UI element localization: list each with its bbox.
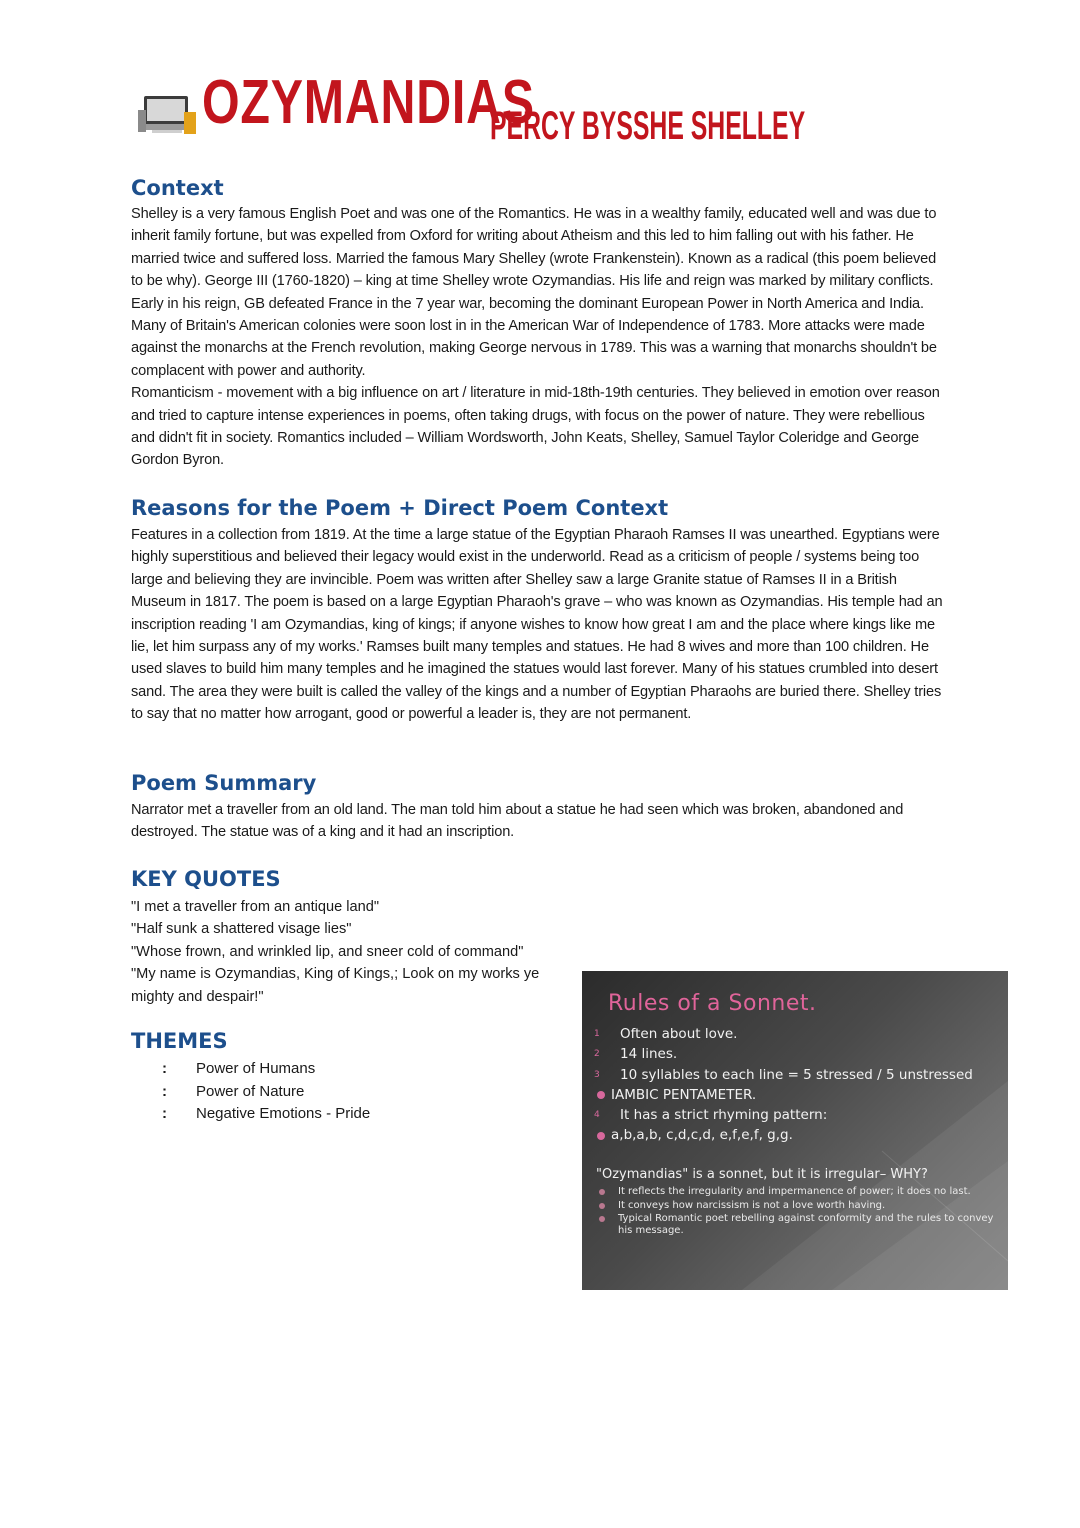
bullet-icon: : (162, 1105, 167, 1123)
author-name: PERCY BYSSHE SHELLEY (490, 104, 806, 148)
reasons-paragraph: Features in a collection from 1819. At the time a large statue of the Egyptian Pharaoh Ramses II was unearthed. Egyptians were highly superstitious and believed their legacy would exist in the underworld. Read as a criticism of people / systems being too large and believing they are invincible. Poem was written after Shelley saw a large Granite statue of Ramses II in a British Museum in 1817. The poem is based on a large Egyptian Pharaoh's grave – who was known as Ozymandias. His temple had an inscription reading 'I am Ozymandias, king of kings; if anyone wishes to know how great I am and the place where kings like me lie, let him surpass any of my works.' Ramses built many temples and statues. He had 8 wives and more than 100 children. He used slaves to build him many temples and he imagined the statues would last forever. Many of his statues crumbled into desert sand. The area they were built is called the valley of the kings and a number of Egyptian Pharaohs are buried there. Shelley tries to say that no matter how arrogant, good or powerful a leader is, they are not permanent. (131, 527, 943, 723)
irregular-reasons-list (592, 1186, 1002, 1238)
bullet-dot-icon (599, 1203, 605, 1209)
reason-item: It conveys how narcissism is not a love worth having. (592, 1200, 1002, 1212)
bullet-icon: : (162, 1082, 167, 1100)
bullet-dot-icon (597, 1132, 605, 1140)
rule-item: 4 It has a strict rhyming pattern: (594, 1107, 828, 1124)
romanticism-paragraph: Romanticism - movement with a big influence on art / literature in mid-18th-19th centuries. They believed in emotion over reason and tried to capture intense experiences in poems, often taking drugs, with focus on the power of nature. They were rebellious and didn't fit in society. Romantics included – William Wordsworth, John Keats, Shelley, Samuel Taylor Coleridge and George Gordon Byron. (131, 385, 940, 469)
quote-item: "Whose frown, and wrinkled lip, and sneer cold of command" (131, 943, 524, 960)
summary-heading: Poem Summary (131, 771, 317, 795)
theme-item: : Negative Emotions - Pride (162, 1103, 370, 1126)
laptop-icon (138, 92, 198, 138)
theme-item: : Power of Humans (162, 1058, 370, 1081)
reason-item: It reflects the irregularity and impermanence of power; it does no last. (592, 1186, 1002, 1198)
quote-item: "Half sunk a shattered visage lies" (131, 921, 352, 938)
reasons-heading: Reasons for the Poem + Direct Poem Context (131, 496, 669, 520)
summary-paragraph: Narrator met a traveller from an old land. The man told him about a statue he had seen which was broken, abandoned and destroyed. The statue was of a king and it had an inscription. (131, 802, 904, 841)
rule-item: 3 10 syllables to each line = 5 stressed / 5 unstressed (594, 1066, 973, 1083)
bullet-dot-icon (599, 1189, 605, 1195)
slide-title: Rules of a Sonnet. (608, 991, 817, 1016)
bullet-icon: : (162, 1060, 167, 1077)
quote-item: "My name is Ozymandias, King of Kings,; Look on my works ye mighty and despair!" (131, 966, 540, 1005)
rule-item: a,b,a,b, c,d,c,d, e,f,e,f, g,g. (594, 1125, 973, 1145)
sonnet-rules-slide (582, 971, 1008, 1290)
themes-list (162, 1058, 370, 1126)
bullet-dot-icon (599, 1216, 605, 1222)
context-paragraph: Shelley is a very famous English Poet and was one of the Romantics. He was in a wealthy family, educated well and was due to inherit family fortune, but was expelled from Oxford for writing about Atheism and this led to him falling out with his father. He married twice and suffered loss. Married the famous Mary Shelley (wrote Frankenstein). Known as a radical (this poem believed to be why). George III (1760-1820) – king at time Shelley wrote Ozymandias. His life and reign was marked by military conflicts. Early in his reign, GB defeated France in the 7 year war, becoming the dominant European Power in North America and India. Many of Britain's American colonies were soon lost in in the American War of Independence of 1783. More attacks were made against the monarchs at the French revolution, making George nervous in 1789. This was a warning that monarchs shouldn't be complacent with power and authority. (131, 206, 937, 379)
rule-item: 1 Often about love. (594, 1026, 738, 1042)
context-heading: Context (131, 176, 224, 200)
rule-item: 2 14 lines. (594, 1046, 678, 1063)
themes-heading: THEMES (131, 1029, 228, 1053)
key-quotes-heading: KEY QUOTES (131, 867, 281, 891)
context-section (131, 203, 951, 472)
sonnet-rules-list (594, 1024, 973, 1146)
key-quotes-list (131, 896, 561, 1008)
quote-item: "I met a traveller from an antique land" (131, 899, 380, 915)
theme-item: : Power of Nature (162, 1081, 370, 1104)
bullet-dot-icon (597, 1091, 605, 1099)
rule-item: IAMBIC PENTAMETER. (594, 1085, 973, 1105)
reason-item: Typical Romantic poet rebelling against conformity and the rules to convey his message. (592, 1213, 1002, 1236)
irregular-question: "Ozymandias" is a sonnet, but it is irregular– WHY? (596, 1167, 928, 1182)
page-title: OZYMANDIAS (202, 68, 535, 137)
